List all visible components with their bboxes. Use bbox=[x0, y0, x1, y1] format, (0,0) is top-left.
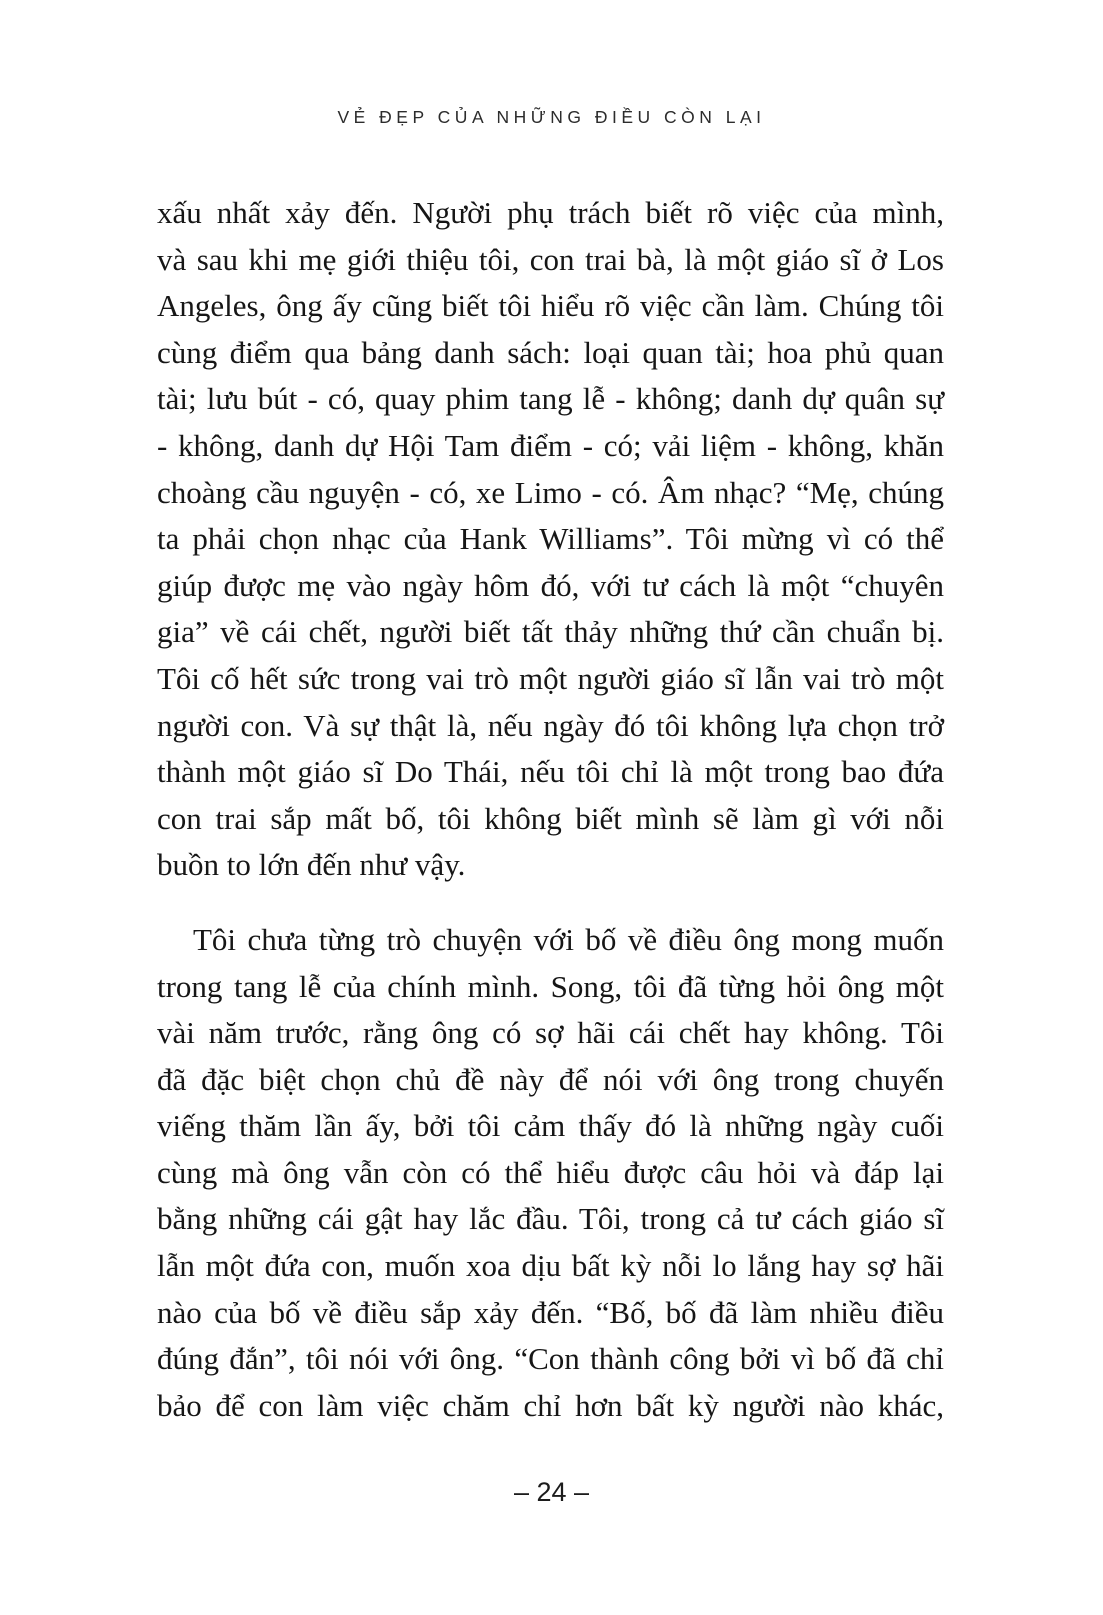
text-line: đã đặc biệt chọn chủ đề này để nói với ông trong chuyến bbox=[157, 1061, 944, 1097]
text-line: cùng điểm qua bảng danh sách: loại quan tài; hoa phủ quan bbox=[157, 334, 944, 370]
text-line: buồn to lớn đến như vậy. bbox=[157, 847, 466, 883]
text-line: xấu nhất xảy đến. Người phụ trách biết rõ việc của mình, bbox=[157, 195, 944, 230]
text-line: vài năm trước, rằng ông có sợ hãi cái chết hay không. Tôi bbox=[157, 1015, 944, 1051]
text-line: bằng những cái gật hay lắc đầu. Tôi, trong cả tư cách giáo sĩ bbox=[157, 1201, 944, 1237]
text-line: ta phải chọn nhạc của Hank Williams”. Tôi mừng vì có thể bbox=[157, 521, 944, 557]
text-line: choàng cầu nguyện - có, xe Limo - có. Âm nhạc? “Mẹ, chúng bbox=[157, 474, 944, 510]
text-line: bảo để con làm việc chăm chỉ hơn bất kỳ người nào khác, bbox=[157, 1387, 944, 1423]
text-line: và sau khi mẹ giới thiệu tôi, con trai bà, là một giáo sĩ ở Los bbox=[157, 241, 944, 277]
text-line: thành một giáo sĩ Do Thái, nếu tôi chỉ là một trong bao đứa bbox=[157, 754, 944, 790]
text-line: lẫn một đứa con, muốn xoa dịu bất kỳ nỗi lo lắng hay sợ hãi bbox=[157, 1248, 944, 1284]
text-line: đúng đắn”, tôi nói với ông. “Con thành công bởi vì bố đã chỉ bbox=[157, 1341, 944, 1377]
text-line: Angeles, ông ấy cũng biết tôi hiểu rõ việc cần làm. Chúng tôi bbox=[157, 288, 944, 324]
running-header: VẺ ĐẸP CỦA NHỮNG ĐIỀU CÒN LẠI bbox=[337, 107, 766, 127]
body-text bbox=[157, 190, 944, 1429]
paragraph bbox=[157, 190, 944, 889]
text-line: tài; lưu bút - có, quay phim tang lễ - không; danh dự quân sự bbox=[157, 381, 944, 417]
text-line: viếng thăm lần ấy, bởi tôi cảm thấy đó là những ngày cuối bbox=[157, 1108, 944, 1144]
text-line: gia” về cái chết, người biết tất thảy những thứ cần chuẩn bị. bbox=[157, 614, 944, 650]
text-line: trong tang lễ của chính mình. Song, tôi đã từng hỏi ông một bbox=[157, 968, 944, 1004]
text-line: nào của bố về điều sắp xảy đến. “Bố, bố đã làm nhiều điều bbox=[157, 1294, 944, 1330]
page-number: – 24 – bbox=[513, 1477, 590, 1507]
text-line: Tôi cố hết sức trong vai trò một người giáo sĩ lẫn vai trò một bbox=[157, 660, 944, 696]
text-line: - không, danh dự Hội Tam điểm - có; vải liệm - không, khăn bbox=[157, 427, 944, 463]
text-line: Tôi chưa từng trò chuyện với bố về điều ông mong muốn bbox=[193, 921, 944, 957]
paragraph bbox=[157, 917, 944, 1430]
text-line: con trai sắp mất bố, tôi không biết mình sẽ làm gì với nỗi bbox=[157, 800, 944, 836]
text-line: giúp được mẹ vào ngày hôm đó, với tư cách là một “chuyên bbox=[157, 567, 944, 603]
text-line: người con. Và sự thật là, nếu ngày đó tôi không lựa chọn trở bbox=[157, 707, 944, 743]
text-line: cùng mà ông vẫn còn có thể hiểu được câu hỏi và đáp lại bbox=[157, 1154, 944, 1190]
